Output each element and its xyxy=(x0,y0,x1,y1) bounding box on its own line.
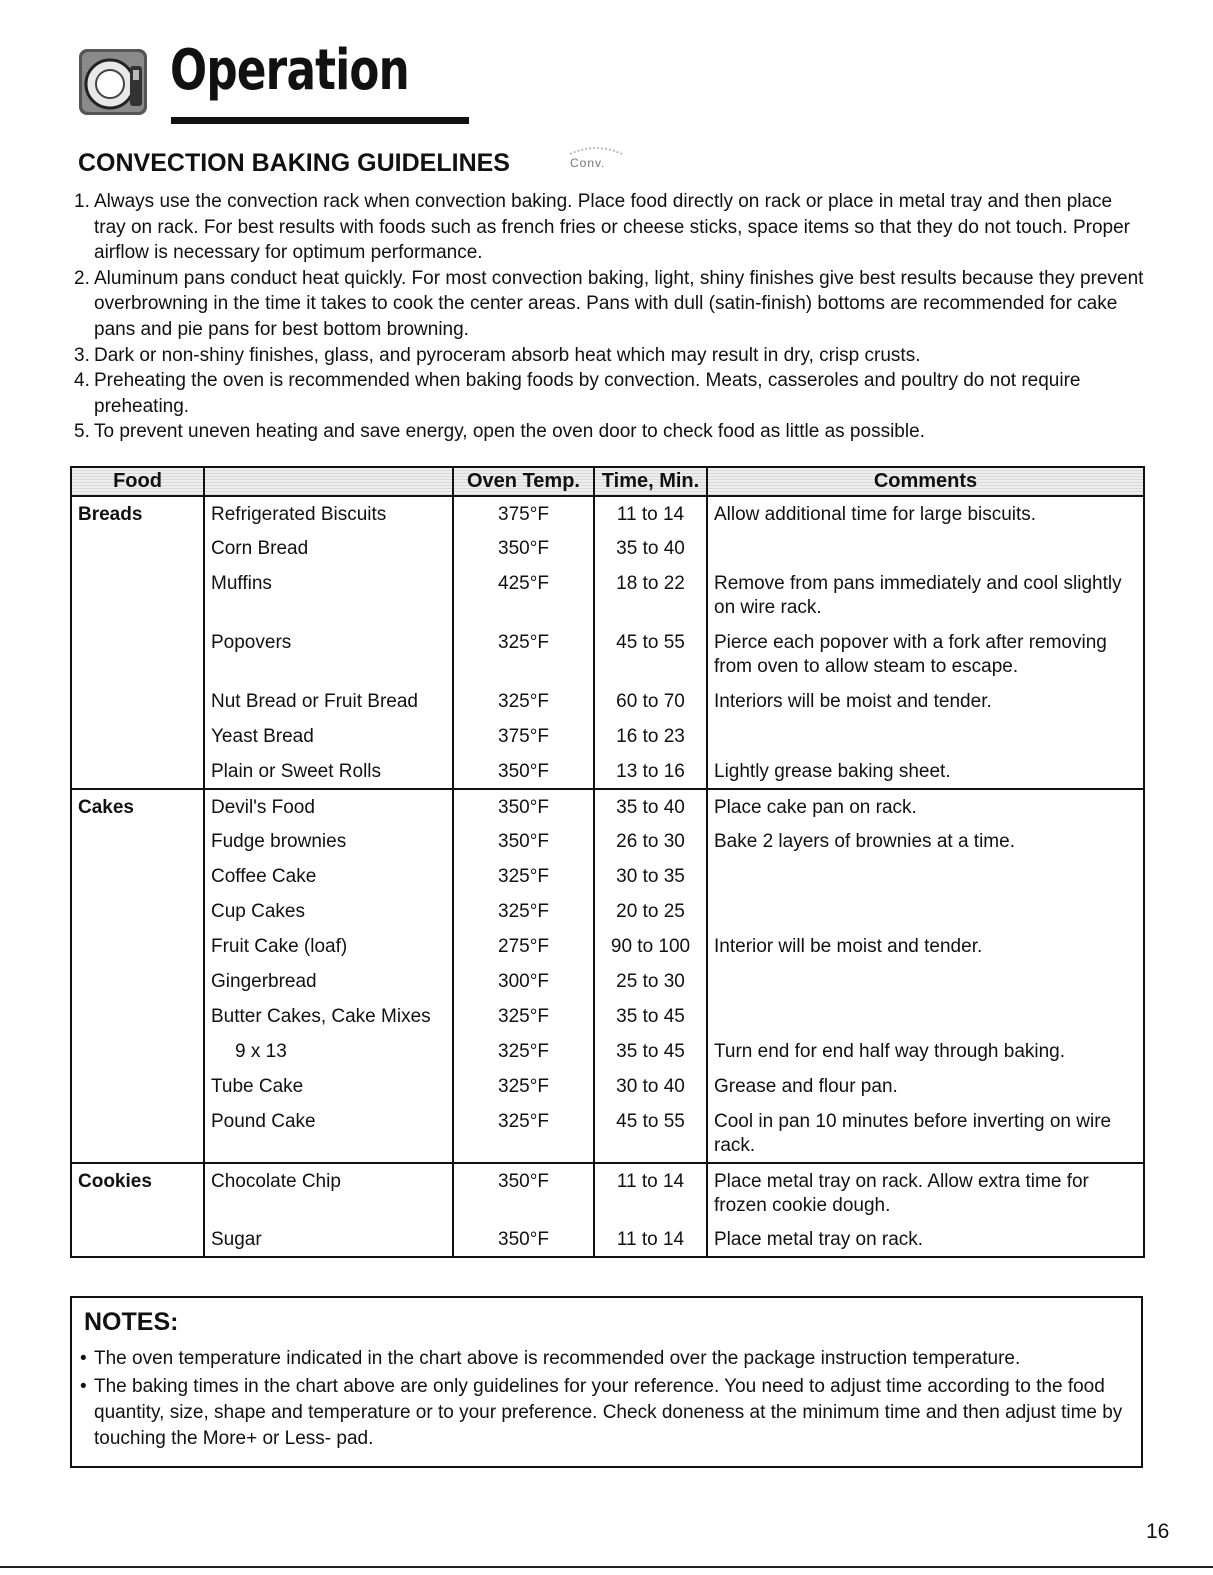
comment: Pierce each popover with a fork after removing from oven to allow steam to escape. xyxy=(707,625,1144,684)
table-row xyxy=(71,531,1144,566)
comment xyxy=(707,894,1144,929)
table-row xyxy=(71,964,1144,999)
food-category: Cakes xyxy=(71,789,204,824)
table-row xyxy=(71,824,1144,859)
oven-temp: 325°F xyxy=(453,999,594,1034)
table-row xyxy=(71,1034,1144,1069)
table-row xyxy=(71,1163,1144,1222)
oven-temp: 325°F xyxy=(453,894,594,929)
oven-temp: 275°F xyxy=(453,929,594,964)
oven-temp: 300°F xyxy=(453,964,594,999)
food-item: Cup Cakes xyxy=(204,894,453,929)
oven-temp: 425°F xyxy=(453,566,594,625)
cook-time: 26 to 30 xyxy=(594,824,707,859)
oven-temp: 350°F xyxy=(453,754,594,789)
comment: Interiors will be moist and tender. xyxy=(707,684,1144,719)
food-category xyxy=(71,719,204,754)
cook-time: 45 to 55 xyxy=(594,1104,707,1163)
notes-list xyxy=(80,1346,1132,1454)
table-row xyxy=(71,566,1144,625)
header-comments: Comments xyxy=(707,467,1144,496)
cook-time: 16 to 23 xyxy=(594,719,707,754)
oven-temp: 350°F xyxy=(453,824,594,859)
oven-temp: 350°F xyxy=(453,531,594,566)
comment: Bake 2 layers of brownies at a time. xyxy=(707,824,1144,859)
cook-time: 35 to 45 xyxy=(594,1034,707,1069)
cook-time: 11 to 14 xyxy=(594,1163,707,1222)
oven-temp: 325°F xyxy=(453,625,594,684)
food-item: Tube Cake xyxy=(204,1069,453,1104)
header-time: Time, Min. xyxy=(594,467,707,496)
food-item: Sugar xyxy=(204,1222,453,1257)
cook-time: 30 to 40 xyxy=(594,1069,707,1104)
table-row xyxy=(71,929,1144,964)
food-item: Muffins xyxy=(204,566,453,625)
comment: Allow additional time for large biscuits. xyxy=(707,496,1144,531)
oven-temp: 325°F xyxy=(453,1069,594,1104)
food-item: Fruit Cake (loaf) xyxy=(204,929,453,964)
comment xyxy=(707,719,1144,754)
cook-time: 13 to 16 xyxy=(594,754,707,789)
food-category xyxy=(71,964,204,999)
cook-time: 11 to 14 xyxy=(594,1222,707,1257)
table-row xyxy=(71,894,1144,929)
food-category xyxy=(71,894,204,929)
food-item: Nut Bread or Fruit Bread xyxy=(204,684,453,719)
oven-temp: 375°F xyxy=(453,719,594,754)
notes-box xyxy=(70,1296,1143,1468)
table-row xyxy=(71,859,1144,894)
oven-dial-icon xyxy=(78,48,148,116)
food-category xyxy=(71,824,204,859)
notes-title: NOTES: xyxy=(84,1308,179,1336)
convection-baking-table xyxy=(70,466,1145,1258)
food-category xyxy=(71,625,204,684)
convection-mode-label: Conv. xyxy=(570,156,606,170)
comment: Cool in pan 10 minutes before inverting on wire rack. xyxy=(707,1104,1144,1163)
cook-time: 35 to 45 xyxy=(594,999,707,1034)
food-category xyxy=(71,859,204,894)
food-item: Yeast Bread xyxy=(204,719,453,754)
header-food: Food xyxy=(71,467,204,496)
header-oven-temp: Oven Temp. xyxy=(453,467,594,496)
food-item: Coffee Cake xyxy=(204,859,453,894)
oven-temp: 350°F xyxy=(453,1222,594,1257)
food-item: Fudge brownies xyxy=(204,824,453,859)
cook-time: 30 to 35 xyxy=(594,859,707,894)
comment xyxy=(707,531,1144,566)
cook-time: 60 to 70 xyxy=(594,684,707,719)
header-item xyxy=(204,467,453,496)
food-item: Refrigerated Biscuits xyxy=(204,496,453,531)
food-item: Chocolate Chip xyxy=(204,1163,453,1222)
comment: Remove from pans immediately and cool slightly on wire rack. xyxy=(707,566,1144,625)
note-item: • The oven temperature indicated in the chart above is recommended over the package instruction temperature. xyxy=(80,1348,1021,1369)
page-title: Operation xyxy=(170,38,409,103)
food-item: Plain or Sweet Rolls xyxy=(204,754,453,789)
comment: Place metal tray on rack. xyxy=(707,1222,1144,1257)
food-item: Gingerbread xyxy=(204,964,453,999)
food-item: Popovers xyxy=(204,625,453,684)
food-category xyxy=(71,1104,204,1163)
comment: Place cake pan on rack. xyxy=(707,789,1144,824)
comment xyxy=(707,999,1144,1034)
section-title: CONVECTION BAKING GUIDELINES xyxy=(78,149,510,177)
cook-time: 18 to 22 xyxy=(594,566,707,625)
table-row xyxy=(71,1104,1144,1163)
table-row xyxy=(71,999,1144,1034)
cook-time: 25 to 30 xyxy=(594,964,707,999)
guidelines-list xyxy=(74,189,1144,445)
guideline-item: 2. Aluminum pans conduct heat quickly. For most convection baking, light, shiny finishes give best results because they prevent overbrowning in the time it takes to cook the center areas. Pans with dull (satin-finish) bottoms are recommended for cake pans and pie pans for best bottom browning. xyxy=(74,267,1144,340)
cook-time: 35 to 40 xyxy=(594,789,707,824)
guideline-item: 5. To prevent uneven heating and save energy, open the oven door to check food as little as possible. xyxy=(74,421,925,443)
food-category xyxy=(71,684,204,719)
comment: Place metal tray on rack. Allow extra time for frozen cookie dough. xyxy=(707,1163,1144,1222)
table-header-row xyxy=(71,467,1144,496)
comment: Turn end for end half way through baking. xyxy=(707,1034,1144,1069)
page-number: 16 xyxy=(1146,1520,1170,1543)
comment xyxy=(707,964,1144,999)
table-row xyxy=(71,789,1144,824)
food-category: Cookies xyxy=(71,1163,204,1222)
food-item: Corn Bread xyxy=(204,531,453,566)
guideline-item: 4. Preheating the oven is recommended when baking foods by convection. Meats, casseroles and poultry do not require preheating. xyxy=(74,370,1081,417)
table-row xyxy=(71,496,1144,531)
food-category xyxy=(71,1069,204,1104)
food-category xyxy=(71,929,204,964)
oven-temp: 325°F xyxy=(453,1034,594,1069)
comment: Lightly grease baking sheet. xyxy=(707,754,1144,789)
oven-temp: 350°F xyxy=(453,789,594,824)
table-row xyxy=(71,684,1144,719)
food-category xyxy=(71,754,204,789)
food-category: Breads xyxy=(71,496,204,531)
food-category xyxy=(71,566,204,625)
guideline-item: 3. Dark or non-shiny finishes, glass, and pyroceram absorb heat which may result in dry, crisp crusts. xyxy=(74,344,921,366)
food-category xyxy=(71,531,204,566)
table-row xyxy=(71,625,1144,684)
cook-time: 90 to 100 xyxy=(594,929,707,964)
table-row xyxy=(71,754,1144,789)
oven-temp: 350°F xyxy=(453,1163,594,1222)
oven-temp: 325°F xyxy=(453,859,594,894)
food-category xyxy=(71,1222,204,1257)
table-row xyxy=(71,1069,1144,1104)
food-category xyxy=(71,999,204,1034)
comment: Grease and flour pan. xyxy=(707,1069,1144,1104)
food-item: Butter Cakes, Cake Mixes xyxy=(204,999,453,1034)
table-row xyxy=(71,719,1144,754)
title-underline xyxy=(171,117,469,124)
comment: Interior will be moist and tender. xyxy=(707,929,1144,964)
oven-temp: 325°F xyxy=(453,684,594,719)
food-category xyxy=(71,1034,204,1069)
cook-time: 11 to 14 xyxy=(594,496,707,531)
table-row xyxy=(71,1222,1144,1257)
cook-time: 35 to 40 xyxy=(594,531,707,566)
food-item: Devil's Food xyxy=(204,789,453,824)
food-item: Pound Cake xyxy=(204,1104,453,1163)
food-item: 9 x 13 xyxy=(204,1034,453,1069)
cook-time: 45 to 55 xyxy=(594,625,707,684)
oven-temp: 325°F xyxy=(453,1104,594,1163)
oven-temp: 375°F xyxy=(453,496,594,531)
cook-time: 20 to 25 xyxy=(594,894,707,929)
note-item: • The baking times in the chart above are only guidelines for your reference. You need to adjust time according to the food quantity, size, shape and temperature or to your preference. Check doneness at the minimum time and then adjust time by touching the More+ or Less- pad. xyxy=(80,1376,1123,1449)
bottom-rule xyxy=(0,1566,1213,1568)
guideline-item: 1. Always use the convection rack when convection baking. Place food directly on rack or place in metal tray and then place tray on rack. For best results with foods such as french fries or cheese sticks, space items so that they do not touch. Proper airflow is necessary for optimum performance. xyxy=(74,191,1130,264)
comment xyxy=(707,859,1144,894)
